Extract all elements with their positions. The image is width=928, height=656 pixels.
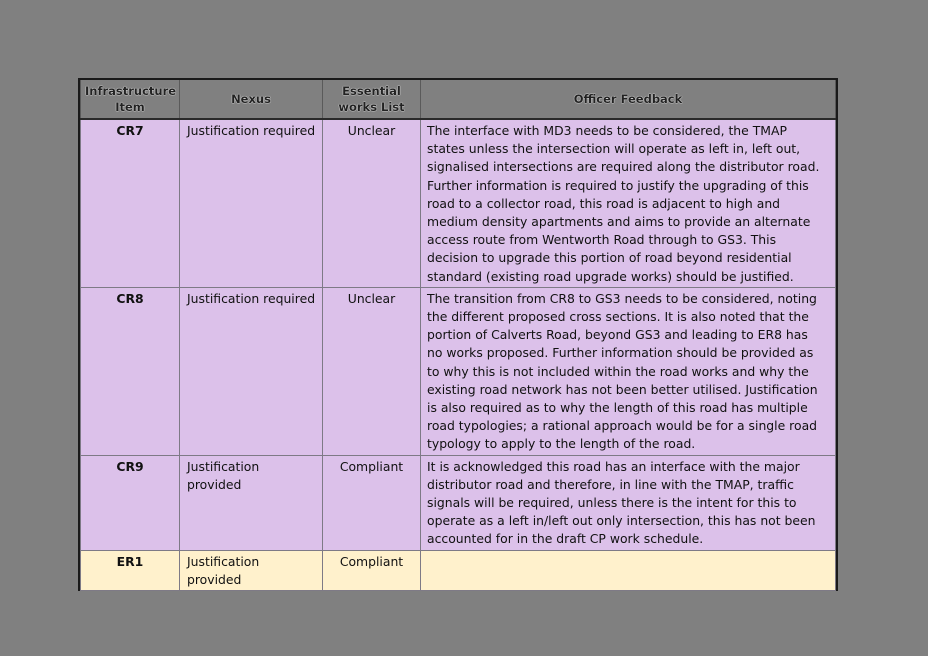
nexus-cell: Justification provided (180, 455, 323, 550)
header-row (81, 80, 836, 119)
officer-feedback-cell: The transition from CR8 to GS3 needs to be considered, noting the different proposed cross sections. It is also noted that the portion of Calverts Road, beyond GS3 and leading to ER8 has no works proposed. Further information should be provided as to why this is not included within the road works and why the existing road network has not been better utilised. Justification is also required as to why the length of this road has multiple road typologies; a rational approach would be for a single road typology to apply to the length of the road. (421, 287, 836, 455)
essential-works-cell: Compliant (323, 550, 421, 590)
officer-feedback-cell: The interface with MD3 needs to be considered, the TMAP states unless the intersection will operate as left in, left out, signalised intersections are required along the distributor road. Further information is required to justify the upgrading of this road to a collector road, this road is adjacent to high and medium density apartments and aims to provide an alternate access route from Wentworth Road through to GS3. This decision to upgrade this portion of road beyond residential standard (existing road upgrade works) should be justified. (421, 119, 836, 287)
table-row (81, 455, 836, 550)
infrastructure-item-cell: CR8 (81, 287, 180, 455)
infrastructure-item-cell: CR9 (81, 455, 180, 550)
feedback-table-container (78, 78, 838, 591)
nexus-cell: Justification required (180, 119, 323, 287)
officer-feedback-cell: It is acknowledged this road has an interface with the major distributor road and therefore, in line with the TMAP, traffic signals will be required, unless there is the intent for this to operate as a left in/left out only intersection, this has not been accounted for in the draft CP work schedule. (421, 455, 836, 550)
table-row (81, 287, 836, 455)
infrastructure-item-cell: CR7 (81, 119, 180, 287)
officer-feedback-cell (421, 550, 836, 590)
essential-works-cell: Unclear (323, 287, 421, 455)
header-essential-works-list: Essential works List (323, 80, 421, 119)
header-nexus: Nexus (180, 80, 323, 119)
table-row (81, 119, 836, 287)
nexus-cell: Justification required (180, 287, 323, 455)
feedback-table (80, 80, 836, 591)
essential-works-cell: Compliant (323, 455, 421, 550)
header-officer-feedback: Officer Feedback (421, 80, 836, 119)
nexus-cell: Justification provided (180, 550, 323, 590)
essential-works-cell: Unclear (323, 119, 421, 287)
header-infrastructure-item: Infrastructure Item (81, 80, 180, 119)
table-row (81, 550, 836, 590)
infrastructure-item-cell: ER1 (81, 550, 180, 590)
